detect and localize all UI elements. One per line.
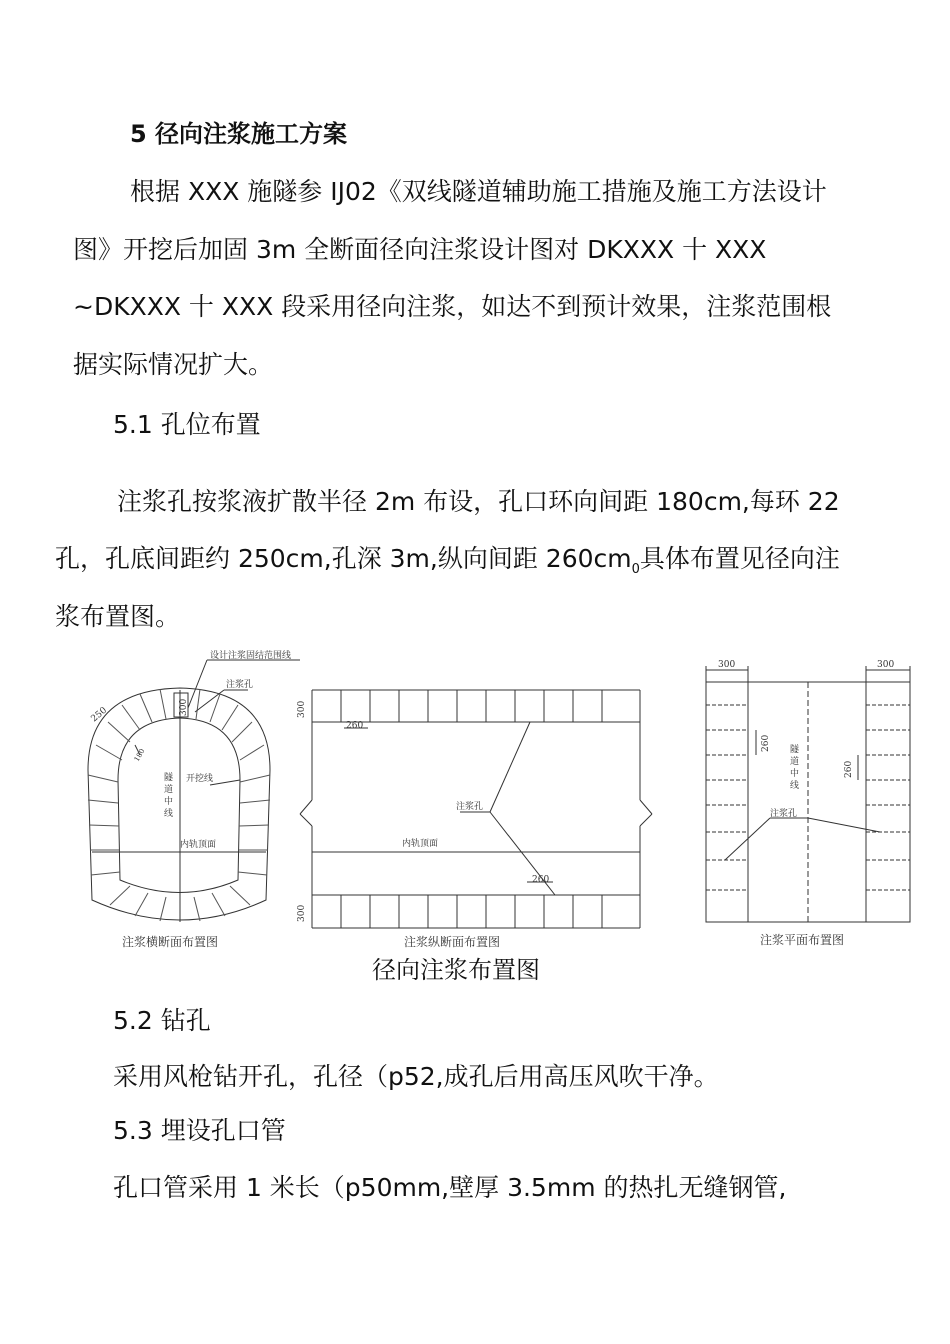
center-char: 线 [164,809,174,819]
label-excavation: 开挖线 [186,774,214,784]
label-260-top: 260 [346,721,364,731]
label-260-left: 260 [761,734,771,752]
label-300-left: 300 [718,660,736,670]
subsection-heading: 5.1 孔位布置 [113,410,261,439]
center-char: 道 [164,785,174,795]
paragraph-line: 孔口管采用 1 米长（p50mm,壁厚 3.5mm 的热扎无缝钢管, [113,1173,787,1202]
center-char: 隧 [164,773,174,783]
label-300-bottom: 300 [297,904,307,922]
center-char: 线 [790,781,800,791]
label-300-top: 300 [297,700,307,718]
figure-caption: 径向注浆布置图 [372,956,540,984]
label-260-bottom: 260 [532,875,550,885]
label-hole: 注浆孔 [770,809,798,819]
label-300-right: 300 [877,660,895,670]
paragraph-text: 孔，孔底间距约 250cm,孔深 3m,纵向间距 260cm [55,544,632,573]
paragraph-line: 注浆孔按浆液扩散半径 2m 布设，孔口环向间距 180cm,每环 22 [117,487,840,516]
paragraph-line: ~DKXXX 十 XXX 段采用径向注浆，如达不到预计效果，注浆范围根 [73,292,832,321]
subsection-heading: 5.2 钻孔 [113,1006,211,1035]
center-char: 中 [790,769,800,779]
label-250: 250 [89,705,110,725]
paragraph-text: 具体布置见径向注 [639,544,840,573]
label-boundary: 设计注浆固结范围线 [210,651,292,661]
label-180: 180 [132,747,147,763]
paragraph-line: 采用风枪钻开孔，孔径（p52,成孔后用高压风吹干净。 [113,1062,719,1091]
center-char: 隧 [790,745,800,755]
plan-caption: 注浆平面布置图 [760,933,845,947]
label-300: 300 [179,698,189,716]
subsection-heading: 5.3 埋设孔口管 [113,1116,286,1145]
paragraph-line: 图》开挖后加固 3m 全断面径向注浆设计图对 DKXXX 十 XXX [73,235,767,264]
subscript-zero: 0 [631,562,640,577]
label-rail: 内轨顶面 [402,839,439,849]
center-char: 中 [164,797,174,807]
label-hole: 注浆孔 [456,802,484,812]
label-hole: 注浆孔 [226,680,254,690]
paragraph-line: 浆布置图。 [55,602,181,631]
cross-caption: 注浆横断面布置图 [122,935,219,949]
paragraph-line: 根据 XXX 施隧参 IJ02《双线隧道辅助施工措施及施工方法设计 [130,177,827,206]
long-caption: 注浆纵断面布置图 [404,935,501,949]
label-260-right: 260 [844,760,854,778]
paragraph-line: 据实际情况扩大。 [73,350,274,379]
center-char: 道 [790,757,800,767]
section-heading: 5 径向注浆施工方案 [130,120,348,148]
label-rail: 内轨顶面 [180,840,217,850]
